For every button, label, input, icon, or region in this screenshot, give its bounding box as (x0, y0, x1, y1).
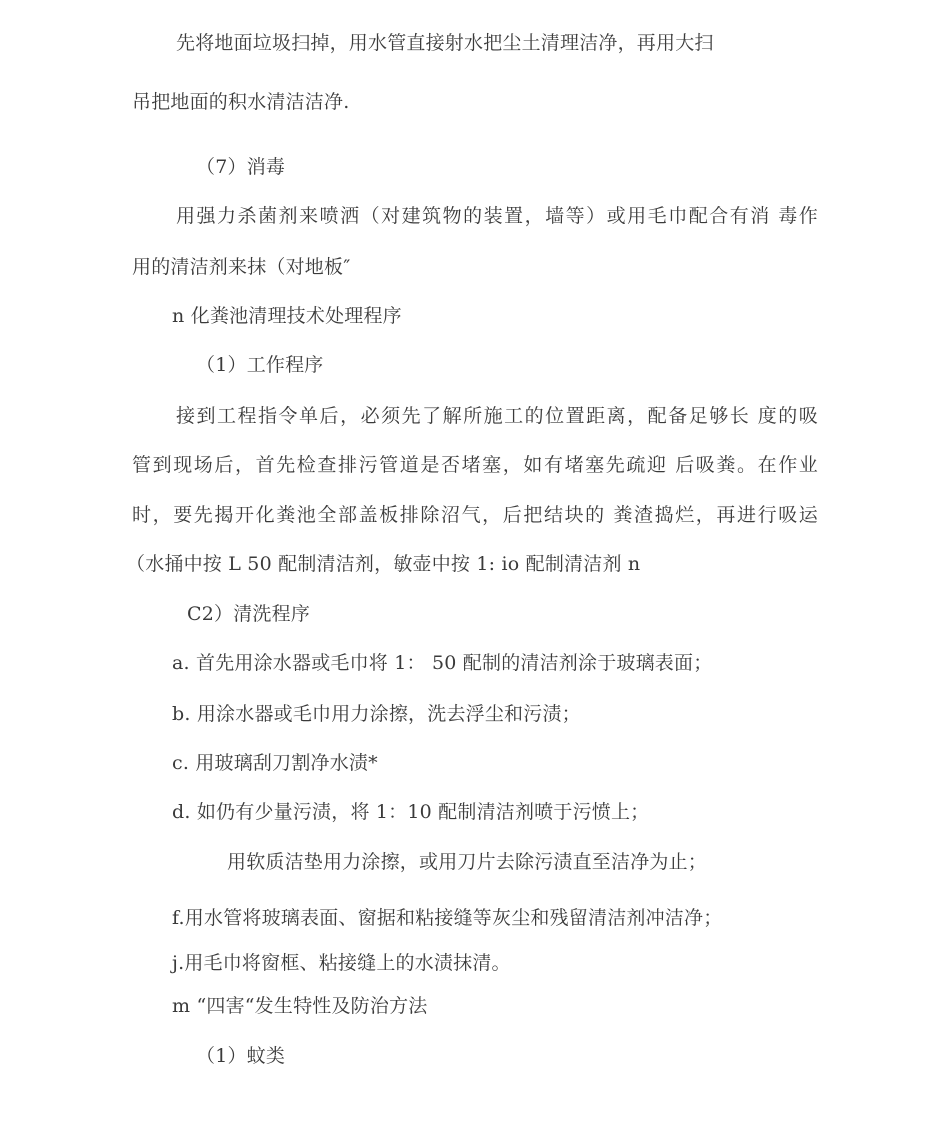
paragraph-line-5: 接到工程指令单后，必须先了解所施工的位置距离，配备足够长 度的吸 (176, 405, 818, 427)
paragraph-line-8: （水捅中按 L 50 配制清洁剂，敏壶中按 1: io 配制清洁剂 n (126, 553, 641, 575)
list-item-d: d. 如仍有少量污渍，将 1：10 配制清洁剂喷于污愤上； (172, 801, 650, 823)
list-item-c: c. 用玻璃刮刀割净水渍* (172, 752, 378, 774)
list-item-e: 用软质洁垫用力涂擦，或用刀片去除污渍直至洁净为止； (227, 851, 708, 873)
list-item-f: f.用水管将玻璃表面、窗据和粘接缝等灰尘和残留清洁剂冲洁净； (172, 907, 723, 929)
paragraph-line-3: 用强力杀菌剂来喷洒（对建筑物的装置，墙等）或用毛巾配合有消 毒作 (176, 205, 818, 227)
list-item-b: b. 用涂水器或毛巾用力涂擦，洗去浮尘和污渍； (172, 703, 581, 725)
paragraph-line-6: 管到现场后，首先检查排污管道是否堵塞，如有堵塞先疏迎 后吸粪。在作业 (132, 454, 818, 476)
list-item-j: j.用毛巾将窗框、粘接缝上的水渍抹清。 (172, 952, 511, 974)
paragraph-line-2: 吊把地面的积水清洁洁净. (132, 91, 350, 113)
section-heading-septic-tank: n 化粪池清理技术处理程序 (172, 305, 402, 327)
list-item-a: a. 首先用涂水器或毛巾将 1： 50 配制的清洁剂涂于玻璃表面； (172, 652, 713, 674)
paragraph-line-1: 先将地面垃圾扫掉，用水管直接射水把尘土清理洁净，再用大扫 (176, 32, 714, 54)
subsection-heading-cleaning-procedure: C2）清洗程序 (187, 603, 311, 625)
subsection-heading-work-procedure: （1）工作程序 (196, 354, 324, 376)
paragraph-line-7: 时，要先揭开化粪池全部盖板排除沼气，后把结块的 粪渣捣烂，再进行吸运 (132, 504, 818, 526)
section-heading-disinfection: （7）消毒 (196, 156, 286, 178)
subsection-heading-mosquitoes: （1）蚊类 (196, 1045, 286, 1067)
section-heading-four-pests: m “四害“发生特性及防治方法 (172, 995, 428, 1017)
paragraph-line-4: 用的清洁剂来抹（对地板″ (132, 256, 351, 278)
